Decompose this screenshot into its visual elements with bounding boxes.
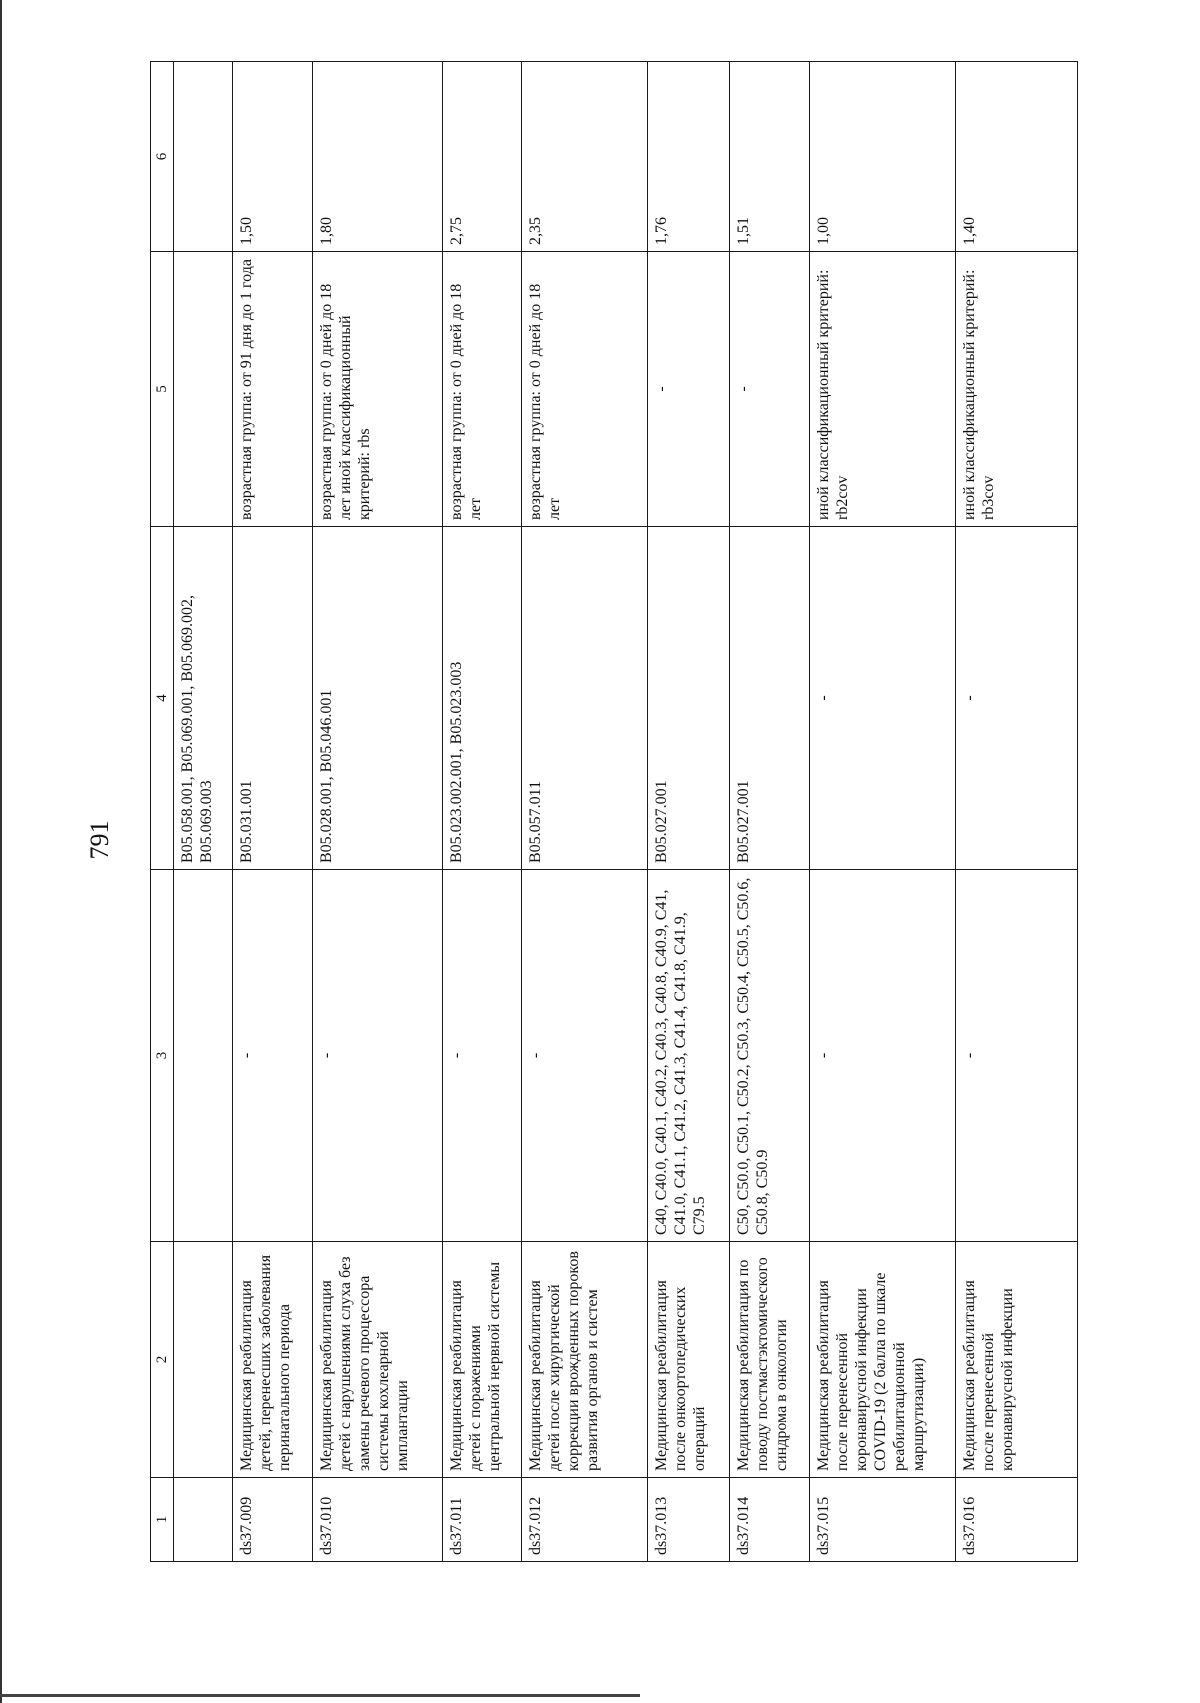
cell-coefficient: 1,80 <box>313 62 443 252</box>
cell-diagnosis-codes: C50, C50.0, C50.1, C50.2, C50.3, C50.4, C50.5, C50.6, C50.8, C50.9 <box>730 870 810 1242</box>
cell-code: ds37.012 <box>522 1478 648 1562</box>
col-header-3: 3 <box>151 870 174 1242</box>
cell-coefficient: 2,75 <box>443 62 522 252</box>
cell-service-codes: B05.057.011 <box>522 527 648 870</box>
col-header-4: 4 <box>151 527 174 870</box>
cell-criteria: возрастная группа: от 0 дней до 18 лет <box>522 252 648 527</box>
cell-code: ds37.010 <box>313 1478 443 1562</box>
cell-criteria: - <box>730 252 810 527</box>
cell-name <box>174 1242 233 1478</box>
header-row <box>151 62 174 1562</box>
table-row <box>313 62 443 1562</box>
table-row <box>174 62 233 1562</box>
cell-criteria: возрастная группа: от 91 дня до 1 года <box>233 252 313 527</box>
col-header-1: 1 <box>151 1478 174 1562</box>
cell-diagnosis-codes: - <box>313 870 443 1242</box>
table-row <box>810 62 956 1562</box>
cell-criteria: иной классификационный критерий: rb3cov <box>956 252 1078 527</box>
table-row <box>730 62 810 1562</box>
cell-service-codes: - <box>956 527 1078 870</box>
cell-code: ds37.013 <box>648 1478 730 1562</box>
col-header-2: 2 <box>151 1242 174 1478</box>
scan-edge-left <box>0 0 2 1703</box>
cell-service-codes: - <box>810 527 956 870</box>
cell-code: ds37.014 <box>730 1478 810 1562</box>
cell-diagnosis-codes: - <box>522 870 648 1242</box>
tariff-table <box>150 61 1078 1562</box>
cell-coefficient: 1,40 <box>956 62 1078 252</box>
cell-diagnosis-codes <box>174 870 233 1242</box>
cell-name: Медицинская реабилитация после онкоортопедических операций <box>648 1242 730 1478</box>
table-row <box>443 62 522 1562</box>
cell-coefficient: 1,76 <box>648 62 730 252</box>
cell-criteria: возрастная группа: от 0 дней до 18 лет иной классификационный критерий: rbs <box>313 252 443 527</box>
cell-criteria <box>174 252 233 527</box>
cell-service-codes: B05.023.002.001, B05.023.003 <box>443 527 522 870</box>
cell-coefficient: 1,50 <box>233 62 313 252</box>
cell-criteria: возрастная группа: от 0 дней до 18 лет <box>443 252 522 527</box>
cell-service-codes: B05.058.001, B05.069.001, B05.069.002, B05.069.003 <box>174 527 233 870</box>
cell-name: Медицинская реабилитация детей, перенесших заболевания перинатального периода <box>233 1242 313 1478</box>
cell-service-codes: B05.031.001 <box>233 527 313 870</box>
cell-coefficient: 1,00 <box>810 62 956 252</box>
cell-name: Медицинская реабилитация после перенесенной коронавирусной инфекции COVID-19 (2 балла по шкале реабилитационной маршрутизации) <box>810 1242 956 1478</box>
table-row <box>956 62 1078 1562</box>
cell-coefficient: 1,51 <box>730 62 810 252</box>
cell-name: Медицинская реабилитация детей с поражениями центральной нервной системы <box>443 1242 522 1478</box>
cell-name: Медицинская реабилитация после перенесенной коронавирусной инфекции <box>956 1242 1078 1478</box>
cell-code <box>174 1478 233 1562</box>
table-row <box>648 62 730 1562</box>
cell-diagnosis-codes: C40, C40.0, C40.1, C40.2, C40.3, C40.8, C40.9, C41, C41.0, C41.1, C41.2, C41.3, C41.4, C41.8, C41.9, C79.5 <box>648 870 730 1242</box>
cell-coefficient: 2,35 <box>522 62 648 252</box>
cell-coefficient <box>174 62 233 252</box>
table-row <box>233 62 313 1562</box>
cell-service-codes: B05.028.001, B05.046.001 <box>313 527 443 870</box>
cell-name: Медицинская реабилитация по поводу постмастэктомического синдрома в онкологии <box>730 1242 810 1478</box>
cell-diagnosis-codes: - <box>233 870 313 1242</box>
cell-service-codes: B05.027.001 <box>648 527 730 870</box>
page-number: 791 <box>85 820 114 860</box>
table-row <box>522 62 648 1562</box>
cell-diagnosis-codes: - <box>956 870 1078 1242</box>
cell-code: ds37.015 <box>810 1478 956 1562</box>
cell-service-codes: B05.027.001 <box>730 527 810 870</box>
cell-diagnosis-codes: - <box>443 870 522 1242</box>
rotated-table-container <box>150 62 1078 1562</box>
cell-name: Медицинская реабилитация детей после хирургической коррекции врожденных пороков развития органов и систем <box>522 1242 648 1478</box>
cell-diagnosis-codes: - <box>810 870 956 1242</box>
col-header-5: 5 <box>151 252 174 527</box>
col-header-6: 6 <box>151 62 174 252</box>
cell-code: ds37.011 <box>443 1478 522 1562</box>
cell-name: Медицинская реабилитация детей с нарушениями слуха без замены речевого процессора системы кохлеарной имплантации <box>313 1242 443 1478</box>
cell-criteria: иной классификационный критерий: rb2cov <box>810 252 956 527</box>
scan-edge-bottom <box>0 1694 640 1697</box>
cell-criteria: - <box>648 252 730 527</box>
cell-code: ds37.016 <box>956 1478 1078 1562</box>
cell-code: ds37.009 <box>233 1478 313 1562</box>
